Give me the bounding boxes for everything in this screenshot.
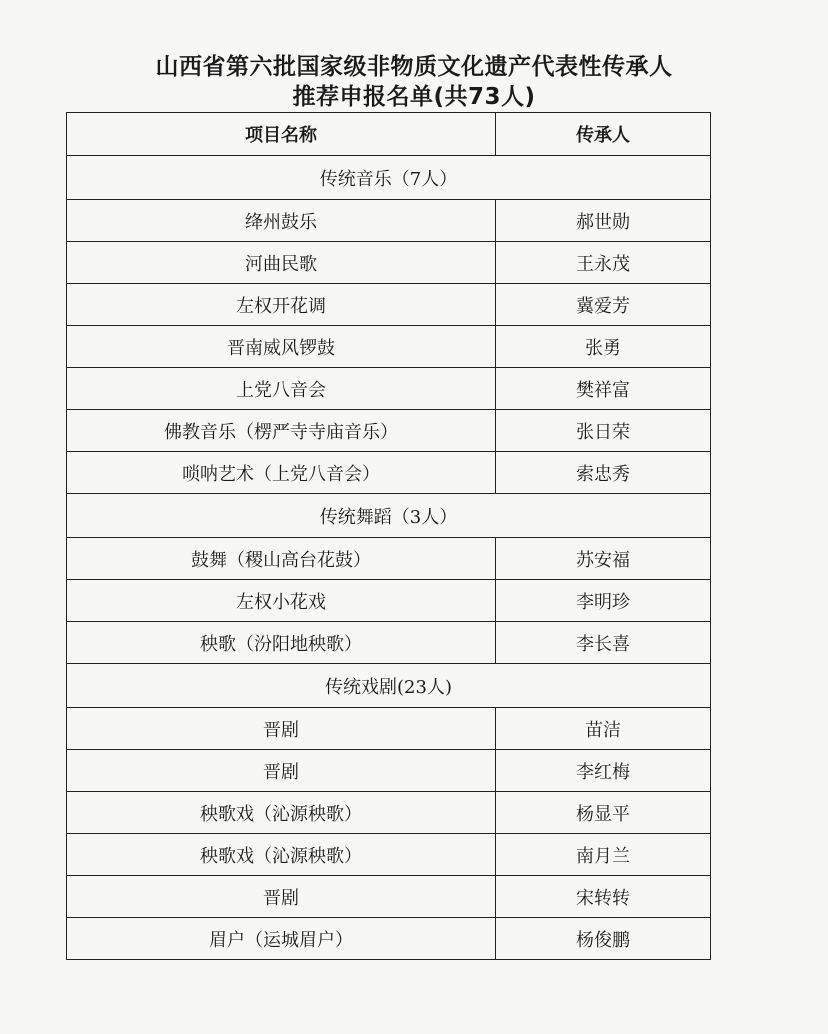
- inheritor-cell: 张日荣: [496, 410, 711, 452]
- project-cell: 鼓舞（稷山高台花鼓）: [67, 538, 496, 580]
- table-row: [67, 538, 711, 580]
- project-cell: 晋剧: [67, 708, 496, 750]
- section-row: [67, 494, 711, 538]
- table-header-row: [67, 113, 711, 156]
- table-row: [67, 410, 711, 452]
- inheritor-cell: 索忠秀: [496, 452, 711, 494]
- inheritor-table: [66, 112, 711, 960]
- table-row: [67, 622, 711, 664]
- project-cell: 晋南威风锣鼓: [67, 326, 496, 368]
- table-row: [67, 326, 711, 368]
- inheritor-cell: 南月兰: [496, 834, 711, 876]
- table-row: [67, 242, 711, 284]
- project-cell: 左权开花调: [67, 284, 496, 326]
- inheritor-cell: 郝世勋: [496, 200, 711, 242]
- project-cell: 绛州鼓乐: [67, 200, 496, 242]
- table-row: [67, 918, 711, 960]
- project-cell: 唢呐艺术（上党八音会）: [67, 452, 496, 494]
- inheritor-cell: 李红梅: [496, 750, 711, 792]
- section-row: [67, 156, 711, 200]
- inheritor-cell: 王永茂: [496, 242, 711, 284]
- document-title: 山西省第六批国家级非物质文化遗产代表性传承人: [155, 54, 673, 80]
- project-cell: 秧歌戏（沁源秧歌）: [67, 834, 496, 876]
- project-cell: 河曲民歌: [67, 242, 496, 284]
- table-row: [67, 792, 711, 834]
- project-cell: 左权小花戏: [67, 580, 496, 622]
- section-label: 传统戏剧(23人): [67, 664, 711, 708]
- inheritor-cell: 李长喜: [496, 622, 711, 664]
- table-row: [67, 368, 711, 410]
- table-row: [67, 834, 711, 876]
- project-cell: 佛教音乐（楞严寺寺庙音乐）: [67, 410, 496, 452]
- inheritor-cell: 苗洁: [496, 708, 711, 750]
- section-label: 传统音乐（7人）: [67, 156, 711, 200]
- table-row: [67, 876, 711, 918]
- table-row: [67, 284, 711, 326]
- table-row: [67, 750, 711, 792]
- project-cell: 秧歌戏（沁源秧歌）: [67, 792, 496, 834]
- inheritor-cell: 杨显平: [496, 792, 711, 834]
- header-inheritor: 传承人: [496, 113, 711, 156]
- section-label: 传统舞蹈（3人）: [67, 494, 711, 538]
- inheritor-cell: 冀爱芳: [496, 284, 711, 326]
- inheritor-cell: 樊祥富: [496, 368, 711, 410]
- table-row: [67, 200, 711, 242]
- project-cell: 眉户（运城眉户）: [67, 918, 496, 960]
- project-cell: 晋剧: [67, 876, 496, 918]
- table-row: [67, 708, 711, 750]
- section-row: [67, 664, 711, 708]
- inheritor-cell: 李明珍: [496, 580, 711, 622]
- table-row: [67, 452, 711, 494]
- project-cell: 晋剧: [67, 750, 496, 792]
- inheritor-cell: 苏安福: [496, 538, 711, 580]
- document-subtitle: 推荐申报名单(共73人): [292, 84, 536, 110]
- project-cell: 秧歌（汾阳地秧歌）: [67, 622, 496, 664]
- header-project: 项目名称: [67, 113, 496, 156]
- inheritor-cell: 张勇: [496, 326, 711, 368]
- inheritor-cell: 杨俊鹏: [496, 918, 711, 960]
- project-cell: 上党八音会: [67, 368, 496, 410]
- inheritor-cell: 宋转转: [496, 876, 711, 918]
- table-row: [67, 580, 711, 622]
